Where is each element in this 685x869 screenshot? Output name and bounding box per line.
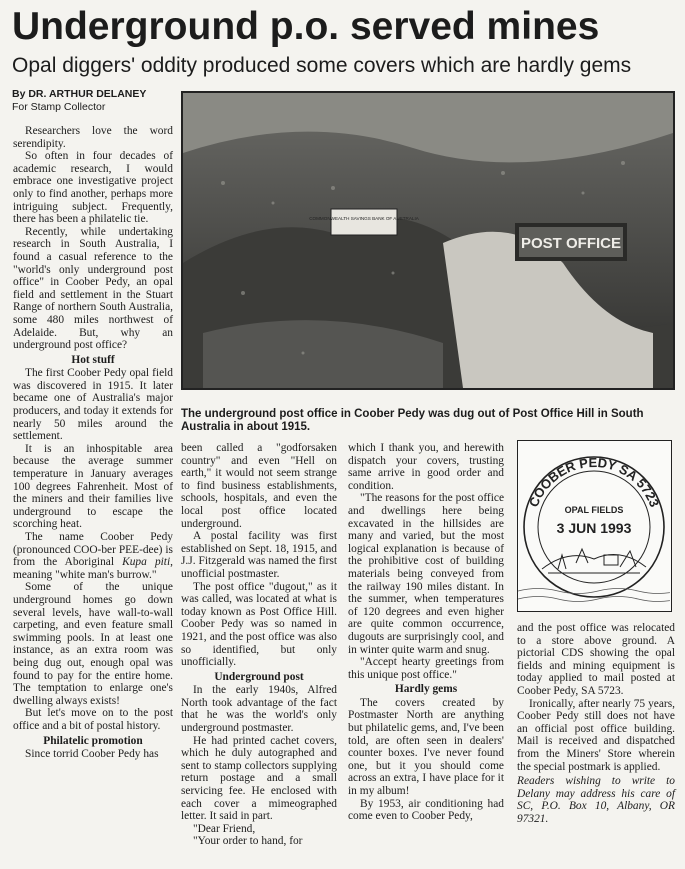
section-heading-hardly-gems: Hardly gems — [394, 683, 458, 696]
paragraph: "The reasons for the post office and dwellings here being excavated in the hillsides are many and varied, but the most logical explanation is because of the prohibitive cost of building materials being conveyed from the railway 190 miles distant. In the summer, when temperatures of 120 degrees and even higher are quite common occurrence, dugouts are surprisingly cool, and in winter quite warm and snug. — [348, 492, 504, 656]
paragraph: The first Coober Pedy opal field was discovered in 1915. It later became one of Australia's major producers, and today it extends for nearly 50 miles around the settlement. — [13, 367, 173, 443]
headline: Underground p.o. served mines — [12, 5, 600, 48]
author-role: For Stamp Collector — [12, 101, 106, 113]
photo-illustration — [183, 93, 673, 388]
paragraph: "Dear Friend, — [193, 822, 256, 835]
postmark-town: COOBER PEDY SA 5723 — [525, 454, 663, 510]
paragraph: It is an inhospitable area because the average summer temperature in January averages 100 degrees Fahrenheit. Most of the miners and their families live underground to escape the scorching heat. — [13, 442, 173, 531]
section-heading-hot-stuff: Hot stuff — [71, 353, 115, 366]
post-office-sign: POST OFFICE — [520, 235, 622, 252]
subheadline: Opal diggers' oddity produced some covers which are hardly gems — [12, 54, 632, 77]
paragraph: "Accept hearty greetings from this unique post office." — [348, 656, 504, 681]
paragraph: and the post office was relocated to a store above ground. A pictorial CDS showing the opal fields and mining equipment is today applied to mail posted at Coober Pedy, SA 5723. — [517, 622, 675, 697]
paragraph: Some of the unique underground homes go down several levels, have wall-to-wall carpeting, and even feature small swimming pools. In at least one instance, as an extra room was being dug out, enough opal was found to pay for the entire home. The temptation to enlarge one's dwelling always exists! — [13, 581, 173, 707]
contact-note: Readers wishing to write to Delany may address his care of SC, P.O. Box 10, Albany, OR 97321. — [517, 775, 675, 825]
byline — [12, 88, 146, 114]
paragraph: A postal facility was first established on Sept. 18, 1915, and J.J. Fitzgerald was named the first unofficial postmaster. — [181, 530, 337, 580]
author-name: By DR. ARTHUR DELANEY — [12, 88, 147, 100]
column-3 — [348, 442, 504, 823]
paragraph: Recently, while undertaking research in South Australia, I found a casual reference to the "world's only underground post office" in Coober Pedy, an opal field and settlement in the Stuart Range of northern South Australia, some 480 miles northwest of Adelaide. But, why an underground post office? — [13, 225, 173, 352]
paragraph: But let's move on to the post office and a bit of postal history. — [13, 707, 173, 732]
postmark-cancel — [518, 441, 670, 610]
postmark-place: OPAL FIELDS — [564, 505, 624, 515]
paragraph: "Your order to hand, for — [193, 835, 303, 848]
section-heading-philatelic-promotion: Philatelic promotion — [43, 734, 143, 747]
svg-text:COOBER PEDY SA 5723 — [526, 455, 662, 509]
paragraph-name-origin: The name Coober Pedy (pronounced COO-ber PEE-dee) is from the Aboriginal Kupa piti, meaning "white man's burrow." — [13, 531, 173, 581]
column-2 — [181, 442, 337, 848]
paragraph: The covers created by Postmaster North are anything but philatelic gems, and, I've been told, are often seen in dealers' counter boxes. I've never found one, but it you should come across an extra, I have place for it in my album! — [348, 696, 504, 798]
paragraph: By 1953, air conditioning had come even to Coober Pedy, — [348, 797, 504, 823]
bank-sign: COMMONWEALTH SAVINGS BANK OF AUSTRALIA — [309, 216, 419, 221]
column-4 — [517, 622, 675, 826]
paragraph: So often in four decades of academic research, I would embrace one investigative project only to find another, perhaps more intriguing subject. Frequently, there has been a philatelic tie. — [13, 150, 173, 226]
paragraph: In the early 1940s, Alfred North took advantage of the fact that he was the world's only underground postmaster. — [181, 684, 337, 735]
paragraph: Ironically, after nearly 75 years, Coober Pedy still does not have an official post office building. Mail is received and dispatched from the Miners' Store wherein the special postmark is applied. — [517, 697, 675, 773]
section-heading-underground-post: Underground post — [214, 670, 304, 683]
postmark-cover — [517, 440, 672, 612]
paragraph: Researchers love the word serendipity. — [13, 125, 173, 150]
postmark-date: 3 JUN 1993 — [556, 520, 632, 536]
column-1 — [13, 125, 173, 761]
post-office-photo — [181, 91, 675, 390]
paragraph: The post office "dugout," as it was called, was located at what is today known as Post Office Hill. Coober Pedy was so named in 1921, and the post office was also so identified, but only unofficially. — [181, 580, 337, 669]
paragraph: which I thank you, and herewith dispatch your covers, trusting same arrive in good order and condition. — [348, 442, 504, 492]
paragraph: He had printed cachet covers, which he duly autographed and sent to stamp collectors supplying return postage and a small servicing fee. He enclosed with each cover a mimeographed letter. It said in part. — [181, 734, 337, 823]
cancel-wave-lines — [518, 589, 670, 602]
photo-caption: The underground post office in Coober Pedy was dug out of Post Office Hill in South Australia in about 1915. — [181, 408, 644, 433]
paragraph: Since torrid Coober Pedy has — [25, 748, 159, 761]
paragraph: been called a "godforsaken country" and even "Hell on earth," it would not seem strange to find business establishments, schools, hospitals, and even the local post office located underground. — [181, 442, 337, 530]
